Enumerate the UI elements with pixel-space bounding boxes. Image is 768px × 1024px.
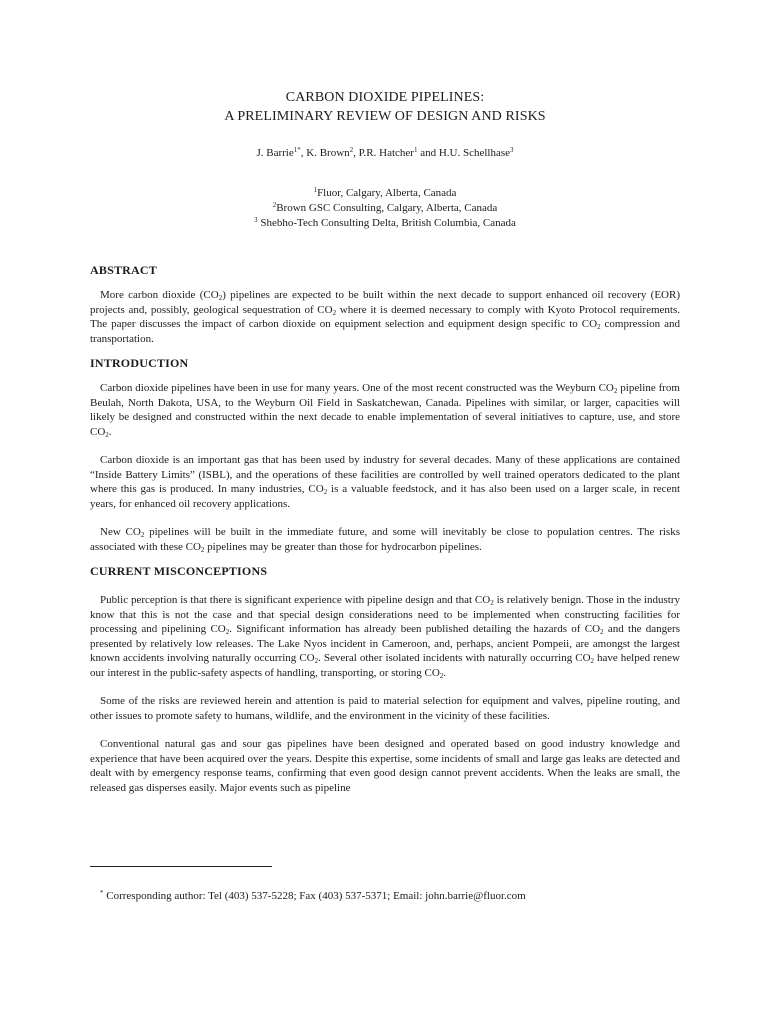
affiliation bbox=[90, 216, 680, 231]
text-run: Public perception is that there is significant experience with pipeline design and that CO bbox=[100, 594, 491, 606]
affiliation-text: Brown GSC Consulting, Calgary, Alberta, Canada bbox=[276, 202, 498, 214]
subscript: 2 bbox=[439, 671, 444, 680]
title-line-1: CARBON DIOXIDE PIPELINES: bbox=[285, 90, 485, 105]
affiliation-text: Fluor, Calgary, Alberta, Canada bbox=[317, 187, 457, 199]
subscript: 2 bbox=[225, 628, 230, 636]
author-affil-mark: 2 bbox=[349, 146, 354, 154]
footnote-divider bbox=[90, 866, 272, 867]
misconceptions-paragraph-3: Conventional natural gas and sour gas pipelines have been designed and operated based on good industry knowledge and experience that have been acquired over the years. Despite this expertise, some incidents of small and large gas leaks are detected and dealt with by emergency response teams, confirming that even good design cannot prevent accidents. When the leaks are small, the released gas disperses easily. Major events such as pipeline bbox=[90, 738, 680, 794]
author-name: , K. Brown bbox=[300, 147, 350, 159]
abstract-paragraph bbox=[90, 288, 680, 346]
author-name: J. Barrie bbox=[256, 147, 294, 159]
footnote bbox=[100, 889, 526, 903]
text-run: is relatively benign. Those in the industry know that this is not the case and that special design considerations need to be implemented when constructing facilities for processing and pipelining CO bbox=[90, 594, 680, 635]
author-name: , P.R. Hatcher bbox=[353, 147, 414, 159]
subscript: 2 bbox=[105, 430, 109, 439]
affiliation-mark: 1 bbox=[313, 186, 318, 194]
subscript: 2 bbox=[590, 657, 595, 665]
text-run: pipelines may be greater than those for hydrocarbon pipelines. bbox=[204, 540, 482, 553]
intro-paragraph-2 bbox=[90, 453, 680, 511]
subscript: 2 bbox=[200, 545, 205, 554]
subscript: 2 bbox=[613, 387, 618, 395]
affiliation-text: Shebho-Tech Consulting Delta, British Columbia, Canada bbox=[257, 217, 516, 229]
text-run: ) pipelines are expected to be built within the next decade to support enhanced oil recovery (EOR) projects and, possibly, geological sequestration of CO bbox=[90, 289, 680, 316]
author-affil-mark: 1* bbox=[293, 146, 301, 154]
author-affil-mark: 3 bbox=[510, 146, 514, 154]
paper-title bbox=[90, 88, 680, 126]
subscript: 2 bbox=[323, 488, 328, 496]
author-list bbox=[90, 146, 680, 160]
subscript: 2 bbox=[314, 657, 319, 665]
text-run: compression and transportation. bbox=[90, 318, 680, 345]
subscript: 2 bbox=[597, 323, 601, 331]
text-run: . bbox=[108, 425, 112, 438]
subscript: 2 bbox=[218, 294, 223, 302]
affiliation-mark: 2 bbox=[272, 201, 277, 209]
introduction-heading: INTRODUCTION bbox=[90, 356, 189, 370]
affiliation bbox=[90, 201, 680, 216]
text-run: More carbon dioxide (CO bbox=[100, 289, 219, 301]
text-run: . Significant information has already been published detailing the hazards of CO bbox=[229, 623, 601, 635]
affiliation bbox=[90, 186, 680, 201]
subscript: 2 bbox=[332, 308, 337, 317]
misconceptions-heading: CURRENT MISCONCEPTIONS bbox=[90, 564, 268, 578]
subscript: 2 bbox=[600, 628, 604, 636]
subscript: 2 bbox=[490, 599, 494, 607]
misconceptions-paragraph-2: Some of the risks are reviewed herein and attention is paid to material selection for equipment and valves, pipeline routing, and other issues to promote safety to humans, wildlife, and the environment in the vicinity of these facilities. bbox=[90, 695, 680, 722]
text-run: and the dangers presented by relatively low releases. The Lake Nyos incident in Cameroon, and, perhaps, ancient Pompeii, are amongst the largest known accidents involving naturally occurring CO bbox=[90, 623, 680, 664]
text-run: is a valuable feedstock, and it has also been used on a larger scale, in recent years, for enhanced oil recovery applications. bbox=[90, 483, 681, 510]
text-run: . bbox=[443, 666, 447, 679]
intro-paragraph-1 bbox=[90, 381, 680, 439]
text-run: New CO bbox=[100, 526, 141, 538]
text-run: Carbon dioxide pipelines have been in use for many years. One of the most recent constructed was the Weyburn CO bbox=[100, 382, 614, 394]
text-run: where it is deemed necessary to comply with Kyoto Protocol requirements. The paper discusses the impact of carbon dioxide on equipment selection and equipment design specific to CO bbox=[90, 303, 680, 330]
subscript: 2 bbox=[140, 531, 145, 539]
footnote-mark: * bbox=[100, 889, 104, 897]
text-run: pipeline from Beulah, North Dakota, USA, to the Weyburn Oil Field in Saskatchewan, Canada. Pipelines with similar, or larger, capacities will likely be designed and constructed within the next decade to enable implementation of several initiatives to capture, use, and store CO bbox=[90, 382, 680, 438]
affiliation-list bbox=[90, 186, 680, 231]
text-run: have helped renew our interest in the public-safety aspects of handling, transporting, or storing CO bbox=[90, 652, 680, 679]
text-run: Carbon dioxide is an important gas that has been used by industry for several decades. Many of these applications are contained “Inside Battery Limits” (ISBL), and the operations of these facilities are controlled by well trained operators dedicated to the plant where this gas is produced. In many industries, CO bbox=[90, 454, 680, 495]
text-run: pipelines will be built in the immediate future, and some will inevitably be close to population centres. The risks associated with these CO bbox=[90, 526, 680, 553]
abstract-heading: ABSTRACT bbox=[90, 263, 157, 277]
author-name: and H.U. Schellhase bbox=[417, 147, 510, 159]
misconceptions-paragraph-1 bbox=[90, 593, 680, 680]
footnote-text: Corresponding author: Tel (403) 537-5228; Fax (403) 537-5371; Email: john.barrie@fluor.com bbox=[103, 890, 526, 902]
paper-page bbox=[90, 88, 680, 795]
text-run: . Several other isolated incidents with naturally occurring CO bbox=[318, 652, 591, 664]
intro-paragraph-3 bbox=[90, 525, 680, 554]
author-affil-mark: 1 bbox=[413, 146, 418, 154]
affiliation-mark: 3 bbox=[254, 216, 258, 224]
title-line-2: A PRELIMINARY REVIEW OF DESIGN AND RISKS bbox=[224, 109, 546, 124]
